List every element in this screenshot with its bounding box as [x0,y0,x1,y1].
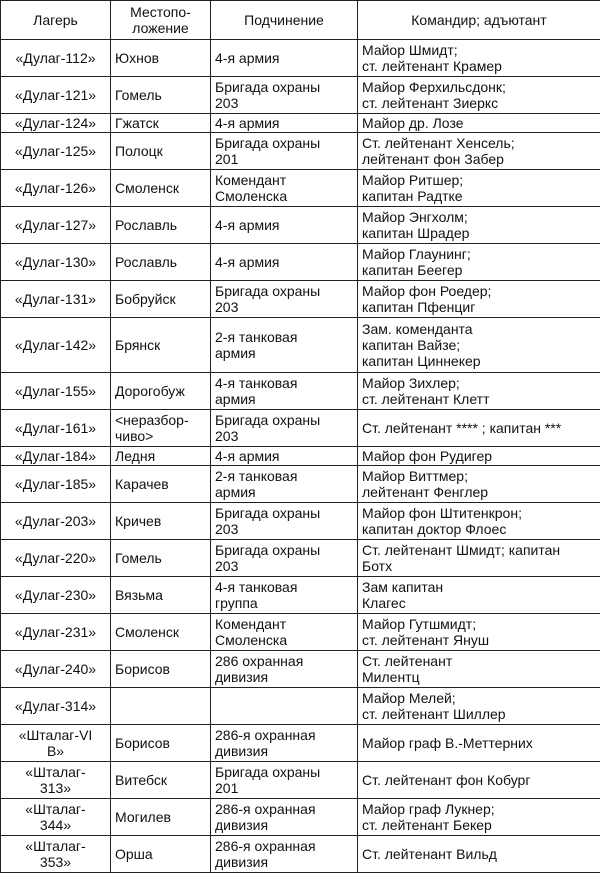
commander-cell [358,77,600,114]
location-cell [111,799,211,836]
subordination-cell [211,410,358,447]
header-location [111,1,211,40]
subordination-cell [211,799,358,836]
commander-line: Майор Ритшер; [362,172,464,188]
commander-line: Зам. коменданта [362,321,473,337]
table-row [1,133,600,170]
commander-line: капитан доктор Флоес [362,521,507,537]
commander-cell [358,688,600,725]
commander-cell [358,244,600,281]
location-cell [111,318,211,373]
subordination-line: дивизия [215,669,269,685]
commander-cell [358,170,600,207]
camp-line: B» [46,743,65,759]
commander-cell [358,40,600,77]
commander-cell [358,614,600,651]
subordination-line: Смоленска [215,188,288,204]
subordination-line: 203 [215,299,239,315]
camp-line: «Дулаг-314» [14,698,97,714]
subordination-line: 286-я охранная [215,801,316,817]
commander-line: Майор фон Штитенкрон; [362,505,522,521]
subordination-line: Бригада охраны [215,283,321,299]
camp-cell [1,466,111,503]
table-row [1,318,600,373]
table-row [1,688,600,725]
commander-line: Клагес [362,595,406,611]
commander-line: ст. лейтенант Крамер [362,58,502,74]
commander-line: Ст. лейтенант Вильд [362,846,497,862]
location-line: Гжатск [115,115,159,131]
subordination-line: Бригада охраны [215,542,321,558]
subordination-cell [211,133,358,170]
camp-line: «Шталаг- [25,838,86,854]
subordination-line: 4-я армия [215,115,280,131]
subordination-cell [211,762,358,799]
commander-line: капитан Беегер [362,262,463,278]
camp-line: «Дулаг-112» [15,50,96,66]
camp-cell [1,244,111,281]
camp-line: «Дулаг-126» [14,180,97,196]
subordination-cell [211,725,358,762]
subordination-line: 203 [215,521,239,537]
commander-line: Ботх [362,558,393,574]
header-subordination: Подчинение [211,1,358,40]
subordination-cell [211,577,358,614]
commander-line: Майор граф Лукнер; [362,801,495,817]
subordination-cell [211,651,358,688]
location-line: Гомель [115,550,162,566]
table-row [1,799,600,836]
location-line: Ледня [115,448,156,464]
location-line: Витебск [115,772,168,788]
location-line: Орша [115,846,153,862]
camp-line: «Шталаг- [25,801,86,817]
table-row [1,77,600,114]
camp-line: «Дулаг-161» [14,420,97,436]
header-location-line: ложение [132,20,189,36]
subordination-line: 286-я охранная [215,838,316,854]
subordination-line: 201 [215,151,239,167]
commander-cell [358,318,600,373]
commander-line: лейтенант фон Забер [362,151,504,167]
commander-line: Майор Энгхолм; [362,209,468,225]
commander-line: лейтенант Фенглер [362,484,489,500]
location-line: Смоленск [115,180,180,196]
commander-line: капитан Вайзе; [362,337,461,353]
camp-line: 353» [39,854,72,870]
subordination-cell [211,503,358,540]
camp-line: «Дулаг-240» [14,661,97,677]
subordination-line: 286 охранная [215,653,304,669]
commander-line: Майор Гутшмидт; [362,616,477,632]
table-row [1,40,600,77]
subordination-line: дивизия [215,743,269,759]
location-cell [111,207,211,244]
camp-line: «Дулаг-231» [14,624,97,640]
commander-line: Ст. лейтенант Хенсель; [362,135,515,151]
commander-cell [358,447,600,466]
camp-line: «Дулаг-124» [14,115,97,131]
header-row [1,1,600,40]
location-line: Рославль [115,254,178,270]
subordination-line: 4-я танковая [215,579,298,595]
subordination-line: 2-я танковая [215,468,298,484]
commander-line: капитан Пфенциг [362,299,476,315]
location-cell [111,447,211,466]
location-line: <неразбор- [115,412,189,428]
camp-cell [1,540,111,577]
commander-line: ст. лейтенант Шиллер [362,706,506,722]
commander-line: ст. лейтенант Клетт [362,391,490,407]
table-row [1,466,600,503]
subordination-line: Бригада охраны [215,135,321,151]
commander-cell [358,410,600,447]
subordination-line: Смоленска [215,632,288,648]
table-row [1,170,600,207]
location-cell [111,503,211,540]
commander-line: Майор Глаунинг; [362,246,471,262]
camp-cell [1,799,111,836]
subordination-line: Бригада охраны [215,505,321,521]
subordination-cell [211,40,358,77]
subordination-line: Комендант [215,616,287,632]
commander-line: Майор Зихлер; [362,375,460,391]
table-row [1,762,600,799]
camp-line: «Дулаг-230» [14,587,97,603]
commander-line: Зам капитан [362,579,444,595]
camp-line: «Шталаг- [25,764,86,780]
camp-cell [1,410,111,447]
commander-line: ст. лейтенант Зиеркс [362,95,499,111]
location-cell [111,410,211,447]
location-cell [111,614,211,651]
commander-cell [358,725,600,762]
commander-cell [358,466,600,503]
location-line: Борисов [115,661,170,677]
location-cell [111,762,211,799]
commander-cell [358,207,600,244]
camp-cell [1,207,111,244]
commander-cell [358,503,600,540]
subordination-line: 4-я армия [215,254,280,270]
table-row [1,577,600,614]
subordination-line: армия [215,345,256,361]
location-line: Смоленск [115,624,180,640]
camp-line: «Дулаг-125» [14,143,97,159]
table-row [1,410,600,447]
location-cell [111,114,211,133]
subordination-line: 201 [215,780,239,796]
location-line: Полоцк [115,143,163,159]
table-row [1,614,600,651]
camp-line: «Дулаг-220» [14,550,97,566]
subordination-cell [211,373,358,410]
commander-cell [358,540,600,577]
location-line: Рославль [115,217,178,233]
camp-cell [1,651,111,688]
subordination-cell [211,447,358,466]
header-commander: Командир; адъютант [358,1,600,40]
location-line: Кричев [115,513,162,529]
commander-line: Ст. лейтенант фон Кобург [362,772,531,788]
location-cell [111,244,211,281]
location-cell [111,540,211,577]
commander-cell [358,577,600,614]
location-cell [111,466,211,503]
location-cell [111,170,211,207]
commander-cell [358,836,600,873]
commander-line: Майор фон Роедер; [362,283,492,299]
table-row [1,651,600,688]
subordination-cell [211,466,358,503]
location-cell [111,688,211,725]
subordination-line: армия [215,391,256,407]
subordination-line: 4-я танковая [215,375,298,391]
subordination-cell [211,281,358,318]
location-line: Гомель [115,87,162,103]
camp-cell [1,373,111,410]
location-line: Дорогобуж [115,383,185,399]
location-cell [111,725,211,762]
camp-cell [1,577,111,614]
table-row [1,503,600,540]
location-line: Могилев [115,809,171,825]
subordination-cell [211,540,358,577]
subordination-line: Комендант [215,172,287,188]
header-camp: Лагерь [1,1,111,40]
subordination-line: 4-я армия [215,50,280,66]
camp-cell [1,836,111,873]
subordination-cell [211,836,358,873]
location-line: Брянск [115,337,161,353]
table-row [1,725,600,762]
subordination-line: 203 [215,428,239,444]
camp-cell [1,447,111,466]
location-cell [111,651,211,688]
location-line: Юхнов [115,50,160,66]
camp-line: «Дулаг-203» [14,513,97,529]
commander-cell [358,799,600,836]
commander-line: Милентц [362,669,420,685]
camp-cell [1,281,111,318]
camp-line: «Дулаг-121» [14,87,97,103]
subordination-line: Бригада охраны [215,79,321,95]
location-cell [111,577,211,614]
subordination-line: дивизия [215,817,269,833]
camp-line: «Шталаг-VI [18,727,93,743]
location-cell [111,836,211,873]
commander-line: Ст. лейтенант [362,653,453,669]
camp-cell [1,40,111,77]
camp-cell [1,503,111,540]
location-line: Борисов [115,735,170,751]
camp-cell [1,318,111,373]
subordination-line: 4-я армия [215,217,280,233]
location-cell [111,40,211,77]
location-line: Бобруйск [115,291,176,307]
camp-cell [1,725,111,762]
header-location-line: Местопо- [130,4,191,20]
location-line: чиво> [115,428,154,444]
commander-cell [358,133,600,170]
commander-cell [358,651,600,688]
table-row [1,447,600,466]
subordination-line: группа [215,595,258,611]
subordination-cell [211,170,358,207]
camp-line: 344» [39,817,72,833]
table-row [1,244,600,281]
table-row [1,836,600,873]
table-row [1,373,600,410]
subordination-cell [211,688,358,725]
location-cell [111,133,211,170]
commander-line: Майор граф В.-Меттерних [362,735,533,751]
subordination-cell [211,244,358,281]
camp-cell [1,762,111,799]
camp-line: «Дулаг-184» [14,448,97,464]
subordination-cell [211,614,358,651]
camp-line: «Дулаг-131» [14,291,97,307]
camp-cell [1,114,111,133]
commander-cell [358,373,600,410]
subordination-line: Бригада охраны [215,764,321,780]
camp-line: «Дулаг-185» [14,476,97,492]
commander-line: Майор фон Рудигер [362,448,493,464]
location-line: Карачев [115,476,169,492]
subordination-line: Бригада охраны [215,412,321,428]
location-cell [111,281,211,318]
subordination-line: 4-я армия [215,448,280,464]
table-row [1,207,600,244]
camp-cell [1,688,111,725]
commander-line: Ст. лейтенант **** ; капитан *** [362,420,562,436]
camp-line: «Дулаг-142» [14,337,97,353]
table-row [1,540,600,577]
camp-cell [1,170,111,207]
subordination-cell [211,77,358,114]
commander-line: Майор Ферхильсдонк; [362,79,506,95]
commander-cell [358,114,600,133]
commander-line: ст. лейтенант Януш [362,632,490,648]
subordination-cell [211,114,358,133]
subordination-cell [211,318,358,373]
commander-line: Майор Мелей; [362,690,456,706]
commander-cell [358,762,600,799]
commander-line: капитан Радтке [362,188,463,204]
commander-line: капитан Шрадер [362,225,470,241]
location-cell [111,77,211,114]
camp-line: «Дулаг-130» [14,254,97,270]
commander-line: Майор Шмидт; [362,42,458,58]
location-line: Вязьма [115,587,163,603]
commander-line: ст. лейтенант Бекер [362,817,492,833]
commander-line: Майор др. Лозе [362,115,464,131]
subordination-cell [211,207,358,244]
commander-line: Ст. лейтенант Шмидт; капитан [362,542,561,558]
camp-cell [1,77,111,114]
table-row [1,114,600,133]
subordination-line: 2-я танковая [215,329,298,345]
camp-cell [1,614,111,651]
commander-line: капитан Циннекер [362,353,481,369]
subordination-line: 286-я охранная [215,727,316,743]
commander-line: Майор Виттмер; [362,468,468,484]
subordination-line: армия [215,484,256,500]
subordination-line: 203 [215,95,239,111]
subordination-line: 203 [215,558,239,574]
commander-cell [358,281,600,318]
table-row [1,281,600,318]
subordination-line: дивизия [215,854,269,870]
camp-cell [1,133,111,170]
camp-line: «Дулаг-127» [14,217,97,233]
camp-line: «Дулаг-155» [14,383,97,399]
location-cell [111,373,211,410]
camp-line: 313» [39,780,72,796]
